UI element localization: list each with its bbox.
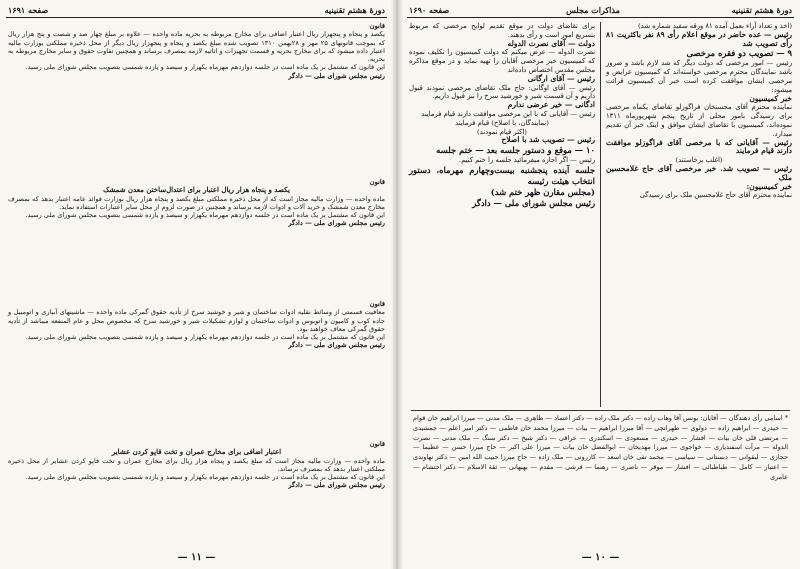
- left-page-header: [6, 4, 387, 18]
- law-title: قانون: [369, 178, 385, 186]
- law-3: [8, 300, 385, 350]
- right-page: [401, 0, 800, 569]
- law-body: معافیت قسمتی از وسائط نقلیه ادوات ساختمان و شیر و خوشید سرخ از تأدیه حقوق گمرکی ماده واحده — ماشینهای آبیاری و اتومبیل و جاده کوب و کامیون و اتوبوس و ادوات ساختمان و لوازم تشکیلات شیر و خورشید سرخ که مخصوص محل و عام المنفعه میباشد از تأدیه حقوق گمرکی معاف خواهند بود.: [8, 308, 385, 333]
- law-title: قانون: [369, 300, 385, 308]
- proceedings-paragraph: نماینده محترم آقای حاج غلامحسین ملک برای رسیدگی: [639, 191, 792, 200]
- proceedings-paragraph: (اخذ و تعداد آراء بعمل آمده ۸۱ ورقه سفید شماره شد): [638, 22, 792, 30]
- proceedings-paragraph: ۹ — تصویب دو فقره مرخصی: [686, 48, 792, 59]
- law-1: [8, 22, 385, 80]
- proceedings-paragraph: جلسه آینده پنجشنبه بیست‌وچهارم مهرماه، دستور انتخاب هیئت رئیسه: [409, 164, 595, 186]
- proceedings-paragraph: (اکثر قیام نمودند): [477, 127, 527, 136]
- proceedings-paragraph: ۱۰ — موقع و دستور جلسه بعد — ختم جلسه: [436, 145, 595, 156]
- law-closing: این قانون که مشتمل بر یک ماده است در جلسه دوازدهم مهرماه یکهزار و سیصد و یازده شمسی بتصویب مجلس شورای ملی رسید.: [25, 333, 385, 342]
- law-body: ماده واحده — وزارت مالیه مجاز است که مبلغ یکصد و پنجاه هزار ریال برای مخارج عمران و تخت قاپو کردن عشایر از محل ذخیره مملکتی اعتبار بدهد که بمصرف برساند.: [8, 456, 385, 473]
- left-page-number: — ۱۱ —: [177, 552, 216, 563]
- law-title: قانون: [369, 22, 385, 30]
- proceedings-paragraph: دولت — آقای نصرت الدوله: [507, 38, 595, 48]
- proceedings-paragraph: رئیس — امور مرخصی که دولت دیگر که شد لازم باشد و ضرور باشد نمایندگان محترم مرخصی خواسته‌اند که کمیسیون عرایض و مرخصی ایشان موافقت کرده است خبر آن کمیسیون قرائت میشود:: [606, 59, 792, 94]
- right-header-page-label: صفحه ۱۶۹۰: [409, 5, 450, 15]
- proceedings-paragraph: خبر کمیسیون: [749, 93, 792, 103]
- proceedings-paragraph: (اغلب برخاستند): [675, 156, 723, 165]
- right-header-title: مذاکرات مجلس: [566, 5, 620, 15]
- proceedings-paragraph: رئیس — عده حاضر در موقع اعلام رأی ۸۹ نفر باکثریت ۸۱ رأی تصویب شد: [606, 29, 793, 48]
- proceedings-paragraph: نصرت الدوله — عرض میکنم که دولت کمیسیون را تکلیف نموده که کمیسیون خبر مرخصی آقایان را تهیه نماید و در موقع مذاکره مجلس مقدس اختصاص داده‌اند: [409, 48, 595, 74]
- law-signature: رئیس مجلس شورای ملی — دادگر: [288, 341, 385, 350]
- footnote-voters-list: * اسامی رأی دهندگان — آقایان: یونس آقا وهاب زاده — دکتر ملک زاده — دکتر اعتماد — طاهری — ملک مدنی — میرزا ابراهیم خان قوام — حیدری — ابراهیم زاده — دولوی — طهرانچی — آقا میرزا ابراهیم — بیات — میرزا محمد خان فاطمی — دکتر امیر اعلم — جمشیدی — مرتضی قلی خان بیات — افشار — حیدری — مسعودی — اسکندری — عراقی — دکتر شیخ — دکتر سنگ — ملک مدنی — نصرت الدوله — مرآت اسفندیاری — خواجوی — میرزا مهدیخان — ابوالفضل خان بیات — میرزا علی اکبر — حاج میرزا حسن — عظیما — حجازی — لیقوانی — دبستانی — سیاسی — محمد تقی خان اسعد — کازرونی — ملک زاده — حاج میرزا حبیب الله امین — دکتر نهاوندی — اعتبار — کامل — طباطبائی — افشار — موقر — ناصری — رهنما — فرشی — مقدم — بهبهانی — ثقة الاسلام — دکتر احتشام — عامری: [413, 414, 788, 481]
- law-closing: این قانون که مشتمل بر یک ماده است در جلسه دوازدهم مهرماه یکهزار و سیصد و یازده شمسی بتصویب مجلس شورای ملی رسید.: [25, 211, 385, 220]
- right-text-column: [606, 22, 792, 200]
- left-text-column: [409, 22, 595, 209]
- law-subtitle: اعتبار اضافی برای مخارج عمران و تخت قاپو کردن عشایر: [111, 447, 282, 457]
- proceedings-paragraph: رئیس — تصویب شد. خبر مرخصی آقای حاج غلامحسین ملک: [606, 163, 792, 182]
- law-title: قانون: [369, 440, 385, 448]
- proceedings-paragraph: رئیس — تصویب شد با اصلاح: [501, 135, 595, 145]
- law-4: [8, 440, 385, 490]
- law-signature: رئیس مجلس شورای ملی — دادگر: [288, 219, 385, 228]
- proceedings-paragraph: رئیس — آقای ارگانی: [527, 73, 595, 83]
- column-divider: [600, 22, 601, 407]
- proceedings-paragraph: رئیس — آقایانی که با مرخصی آقای فراگوزلو موافقت دارند قیام فرمایند: [606, 137, 792, 156]
- proceedings-paragraph: خبر کمیسیون:: [746, 181, 792, 191]
- proceedings-paragraph: (مجلس مقارن ظهر ختم شد): [490, 186, 595, 197]
- left-page: [0, 0, 393, 569]
- law-2: [8, 178, 385, 228]
- right-header-session: دورهٔ هشتم تقنینیه: [731, 5, 792, 15]
- footnote-divider: [411, 410, 790, 411]
- law-body: یکصد و پنجاه و پنجهزار ریال اعتبار اضافی برای مخارج مربوطه به بحریه ماده واحده — علاوه بر مبلغ چهار صد و شصت و پنج هزار ریال که بموجب قانونهای ۲۵ مهر و ۲۸بهمن ۱۳۱۰ تصویب شده مبلغ یکصد و پنجاه و پنجهزار ریال دیگر از محل ذخیره مملکتی بوزارت مالیه اعتبار داده میشود که برای مخارج بحریه و قسمت تجهیزات و اثاثیه لازمه بمصرف برساند و همچنین تفاوت حقوق و سایر مخارج مربوطه به بحریه.: [8, 30, 385, 64]
- proceedings-paragraph: رئیس مجلس شورای ملی — دادگر: [472, 197, 595, 208]
- law-closing: این قانون که مشتمل بر یک ماده است در جلسه دوازدهم مهرماه یکهزار و سیصد و یازده شمسی بتصویب مجلس شورای ملی رسید.: [25, 473, 385, 482]
- law-closing: این قانون که مشتمل بر یک ماده است در جلسه دوازدهم مهرماه یکهزار و سیصد و یازده شمسی بتصویب مجلس شورای ملی رسید.: [25, 63, 385, 72]
- proceedings-paragraph: رئیس — آقای اوگانی: حاج ملک تقاضای مرخصی نمودند قبول داریم و آن قسمت شیر و خورشید سرخ را نیز قبول داریم.: [409, 83, 595, 101]
- proceedings-paragraph: (نمایندگان، با اصلاح) قیام فرمایند: [455, 118, 549, 127]
- law-body: ماده واحده — وزارت مالیه مجاز است که از محل ذخیره مملکتی مبلغ یکصد و پنجاه هزار ریال بوزارت فوائد عامه اعتبار بدهد که بمصرف مخارج معدن شمشک و خرید آلات و ادوات لازمه برساند و همچنین در صورت لزوم از محل سایر اعتبارات استفاده نماید.: [8, 194, 385, 211]
- left-header-session: دورهٔ هشتم تقنینیه: [324, 5, 385, 15]
- proceedings-paragraph: رئیس — آقایانی که با این مرخصی موافقت دارند قیام فرمایند: [421, 109, 595, 118]
- law-signature: رئیس مجلس شورای ملی — دادگر: [288, 481, 385, 490]
- proceedings-paragraph: رئیس — اگر اجازه میفرمائید جلسه را ختم کنیم.: [458, 156, 595, 165]
- law-signature: رئیس مجلس شورای ملی — دادگر: [288, 71, 385, 80]
- left-header-page-label: صفحه ۱۶۹۱: [8, 5, 49, 15]
- right-page-number: — ۱۰ —: [581, 552, 620, 563]
- right-page-header: [407, 4, 794, 18]
- proceedings-paragraph: برای تقاضای دولت در موقع تقدیم لوایح مرخصی که مربوط بتسریع امور است و رأی بدهند.: [409, 22, 595, 39]
- law-subtitle: یکصد و پنجاه هزار ریال اعتبار برای اعتدال‌ساختن معدن شمشک: [103, 185, 290, 195]
- proceedings-paragraph: ادگانی — خیر عرضی ندارم: [507, 100, 595, 110]
- proceedings-paragraph: نماینده محترم آقای محسنخان فراگوزلو تقاضای یکماه مرخصی برای رسیدگی بامور محلی از تاریخ پنجم شهریورماه ۱۳۱۱ نموده‌اند، کمیسیون با تقاضای ایشان موافق و اینک خبر آن تقدیم میدارد.: [606, 103, 792, 138]
